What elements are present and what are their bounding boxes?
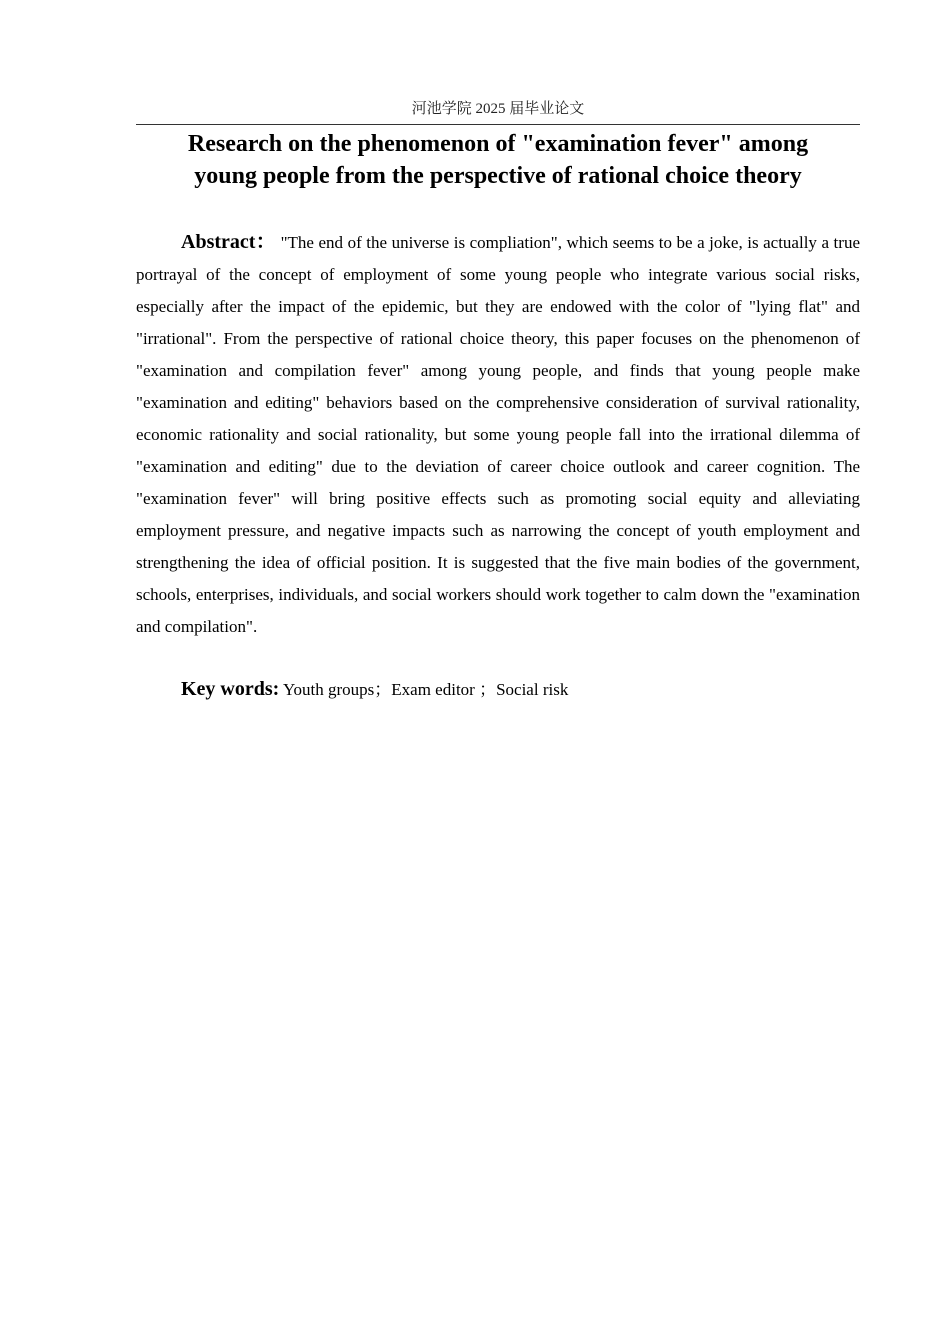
keywords-label: Key words: (181, 678, 280, 700)
paper-title (136, 128, 860, 192)
keywords-text: Youth groups；Exam editor ；Social risk (282, 680, 569, 699)
abstract-text: "The end of the universe is compliation", which seems to be a joke, is actually a true portrayal of the concept of employment of some young people who integrate various social risks, especially after the impact of the epidemic, but they are endowed with the color of "lying flat" and "irrational". From the perspective of rational choice theory, this paper focuses on the phenomenon of "examination and compilation fever" among young people, and finds that young people make "examination and editing" behaviors based on the comprehensive consideration of survival rationality, economic rationality and social rationality, but some young people fall into the irrational dilemma of "examination and editing" due to the deviation of career choice outlook and career cognition. The "examination fever" will bring positive effects such as promoting social equity and alleviating employment pressure, and negative impacts such as narrowing the concept of youth employment and strengthening the idea of official position. It is suggested that the five main bodies of the government, schools, enterprises, individuals, and social workers should work together to calm down the "examination and compilation". (136, 233, 860, 636)
title-line-2: young people from the perspective of rational choice theory (194, 163, 802, 189)
running-header: 河池学院 2025 届毕业论文 (411, 101, 585, 117)
header-rule (136, 124, 860, 125)
keywords-paragraph (136, 673, 860, 706)
abstract-label: Abstract： (181, 231, 277, 253)
abstract-paragraph (136, 226, 860, 643)
title-line-1: Research on the phenomenon of "examination fever" among (187, 131, 809, 157)
